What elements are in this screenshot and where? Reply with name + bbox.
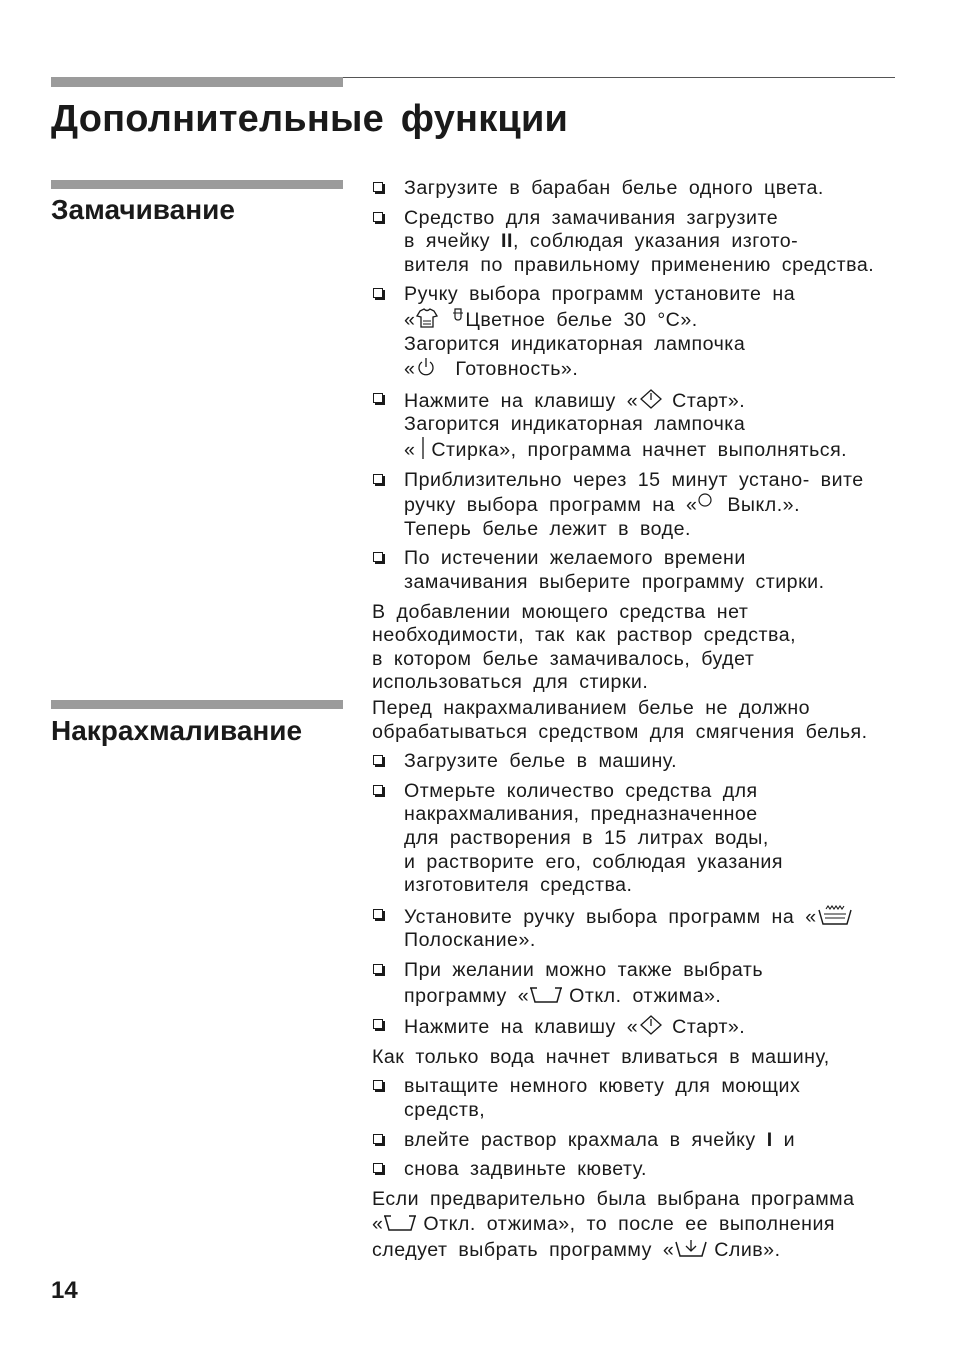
checkbox-bullet-icon <box>373 1134 383 1144</box>
checkbox-bullet-icon <box>373 755 383 765</box>
temperature-icon <box>451 307 465 329</box>
checkbox-bullet-icon <box>373 909 383 919</box>
list-item: снова задвиньте кювету. <box>372 1158 917 1182</box>
list-item: Отмерьте количество средства для накрахмаливания, предназначенное для растворения в 15 литрах воды, и растворите его, соблюдая указания изготовителя средства. <box>372 780 917 898</box>
checkbox-bullet-icon <box>373 212 383 222</box>
checkbox-bullet-icon <box>373 964 383 974</box>
starching-intro: Перед накрахмаливанием белье не должно обрабатываться средством для смягчения белья. <box>372 697 868 743</box>
power-icon <box>415 356 437 378</box>
list-item: Загрузите в барабан белье одного цвета. <box>372 177 917 201</box>
list-item: Нажмите на клавишу « Старт». <box>372 1014 917 1040</box>
soaking-note: В добавлении моющего средства нет необходимости, так как раствор средства, в котором белье замачивалось, будет использоваться для стирки. <box>372 600 797 694</box>
starching-middle-note: Как только вода начнет вливаться в машину, <box>372 1045 830 1068</box>
checkbox-bullet-icon <box>373 1019 383 1029</box>
section-title-soaking: Замачивание <box>51 194 235 225</box>
section-title-starching: Накрахмаливание <box>51 715 303 746</box>
section-bar-starching <box>51 700 343 709</box>
checkbox-bullet-icon <box>373 552 383 562</box>
section-bar-soaking <box>51 180 343 189</box>
starching-closing-note: Если предварительно была выбрана программа « Откл. отжима», то после ее выполнения следует выбрать программу « Слив». <box>372 1187 855 1261</box>
checkbox-bullet-icon <box>373 785 383 795</box>
page-title: Дополнительные функции <box>51 98 569 140</box>
list-item: вытащите немного кювету для моющих средств, <box>372 1075 917 1122</box>
list-item: влейте раствор крахмала в ячейку I и <box>372 1129 917 1153</box>
header-rule-thin <box>343 77 895 78</box>
starching-content <box>372 697 917 1262</box>
list-item: Приблизительно через 15 минут устано- вите ручку выбора программ на « Выкл.». Теперь белье лежит в воде. <box>372 469 917 542</box>
tub-icon <box>383 1211 417 1233</box>
start-diamond-icon <box>638 388 664 410</box>
checkbox-bullet-icon <box>373 393 383 403</box>
rinse-tub-icon <box>817 904 853 926</box>
checkbox-bullet-icon <box>373 1080 383 1090</box>
list-item: По истечении желаемого времени замачивания выберите программу стирки. <box>372 547 917 594</box>
compartment-two-label: II <box>501 230 513 253</box>
list-item: Установите ручку выбора программ на « Полоскание». <box>372 904 917 953</box>
list-item: Нажмите на клавишу « Старт». Загорится индикаторная лампочка « Стирка», программа начнет выполняться. <box>372 388 917 463</box>
checkbox-bullet-icon <box>373 474 383 484</box>
vertical-bar-icon <box>415 437 431 459</box>
checkbox-bullet-icon <box>373 1163 383 1173</box>
list-item: При желании можно также выбрать программу « Откл. отжима». <box>372 959 917 1008</box>
compartment-one-label: I <box>766 1128 773 1151</box>
header-bar-thick <box>51 77 343 87</box>
drain-tub-icon <box>674 1237 708 1259</box>
tub-icon <box>529 983 563 1005</box>
page-number: 14 <box>51 1277 78 1304</box>
list-item: Ручку выбора программ установите на « Цветное белье 30 °С». Загорится индикаторная лампочка « Готовность». <box>372 283 917 381</box>
start-diamond-icon <box>638 1014 664 1036</box>
shirt-icon <box>415 307 439 329</box>
checkbox-bullet-icon <box>373 182 383 192</box>
list-item: Загрузите белье в машину. <box>372 750 917 774</box>
list-item: Средство для замачивания загрузите в ячейку II, соблюдая указания изгото- вителя по правильному применению средства. <box>372 207 917 278</box>
circle-icon <box>697 492 715 514</box>
checkbox-bullet-icon <box>373 288 383 298</box>
soaking-content <box>372 177 917 695</box>
